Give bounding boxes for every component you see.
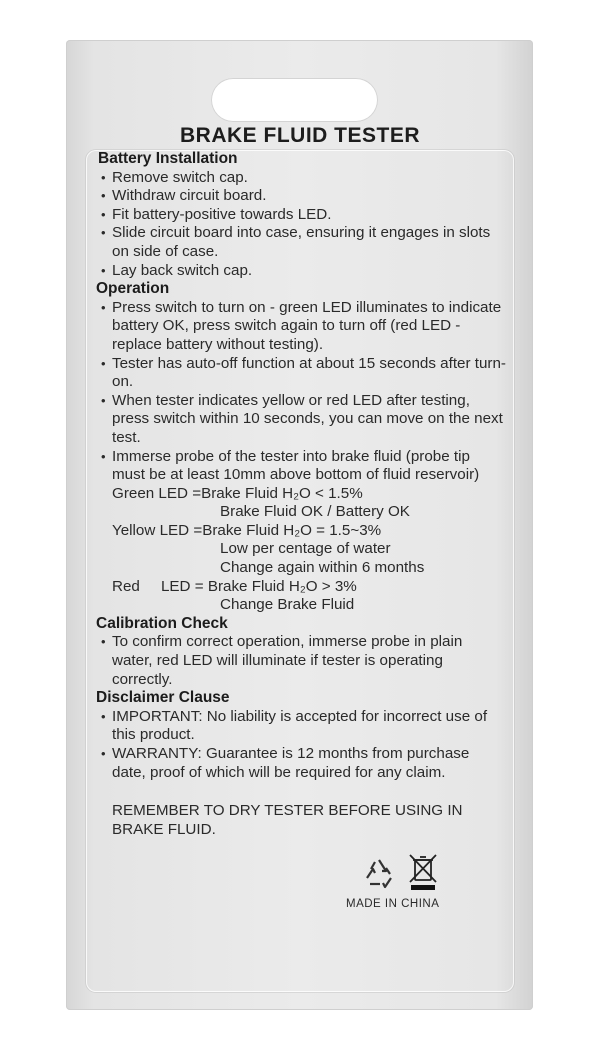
list-item: • When tester indicates yellow or red LED after testing, press switch within 10 seconds, you can move on the next test. [96, 392, 506, 448]
hang-hole [211, 78, 378, 122]
list-item: • Lay back switch cap. [96, 262, 506, 281]
product-title: BRAKE FLUID TESTER [180, 124, 420, 147]
red-led-note: Change Brake Fluid [220, 596, 355, 614]
reminder-text: REMEMBER TO DRY TESTER BEFORE USING IN BRAKE FLUID. [112, 802, 463, 838]
operation-heading: Operation [96, 280, 170, 298]
yellow-led-note: Low per centage of water [220, 540, 391, 558]
instructions [96, 150, 506, 839]
yellow-led-note: Change again within 6 months [220, 559, 425, 577]
made-in-label: MADE IN CHINA [346, 898, 440, 910]
disclaimer-heading: Disclaimer Clause [96, 689, 230, 707]
list-item: • Fit battery-positive towards LED. [96, 206, 506, 225]
green-led-row [96, 485, 506, 504]
list-item: • Press switch to turn on - green LED illuminates to indicate battery OK, press switch again to turn off (red LED - replace battery without testing). [96, 299, 506, 355]
red-led-formula: Brake Fluid H₂O > 3% [207, 577, 357, 595]
crossed-bin-icon [406, 852, 440, 892]
operation-list [96, 299, 506, 485]
red-led-row [96, 578, 506, 597]
list-item: • Withdraw circuit board. [96, 187, 506, 206]
disposal-icons [362, 852, 462, 892]
battery-installation-list [96, 169, 506, 281]
green-led-formula: Brake Fluid H₂O < 1.5% [201, 484, 363, 502]
list-item: • WARRANTY: Guarantee is 12 months from purchase date, proof of which will be required for any claim. [96, 745, 506, 782]
list-item: • IMPORTANT: No liability is accepted for incorrect use of this product. [96, 708, 506, 745]
red-led-label: Red LED = [112, 577, 208, 595]
yellow-led-row [96, 522, 506, 541]
list-item: • Slide circuit board into case, ensuring it engages in slots on side of case. [96, 224, 506, 261]
list-item: • Tester has auto-off function at about 15 seconds after turn-on. [96, 355, 506, 392]
battery-installation-heading: Battery Installation [98, 150, 238, 167]
disclaimer-list [96, 708, 506, 782]
yellow-led-label: Yellow LED = [112, 521, 203, 539]
green-led-label: Green LED = [112, 484, 202, 502]
green-led-note: Brake Fluid OK / Battery OK [220, 503, 410, 521]
calibration-list [96, 633, 506, 689]
yellow-led-formula: Brake Fluid H₂O = 1.5~3% [202, 521, 382, 539]
list-item: • To confirm correct operation, immerse probe in plain water, red LED will illuminate if tester is operating correctly. [96, 633, 506, 689]
list-item: • Immerse probe of the tester into brake fluid (probe tip must be at least 10mm above bottom of fluid reservoir) [96, 448, 506, 485]
list-item: • Remove switch cap. [96, 169, 506, 188]
recycle-icon [362, 856, 396, 890]
calibration-heading: Calibration Check [96, 614, 228, 632]
